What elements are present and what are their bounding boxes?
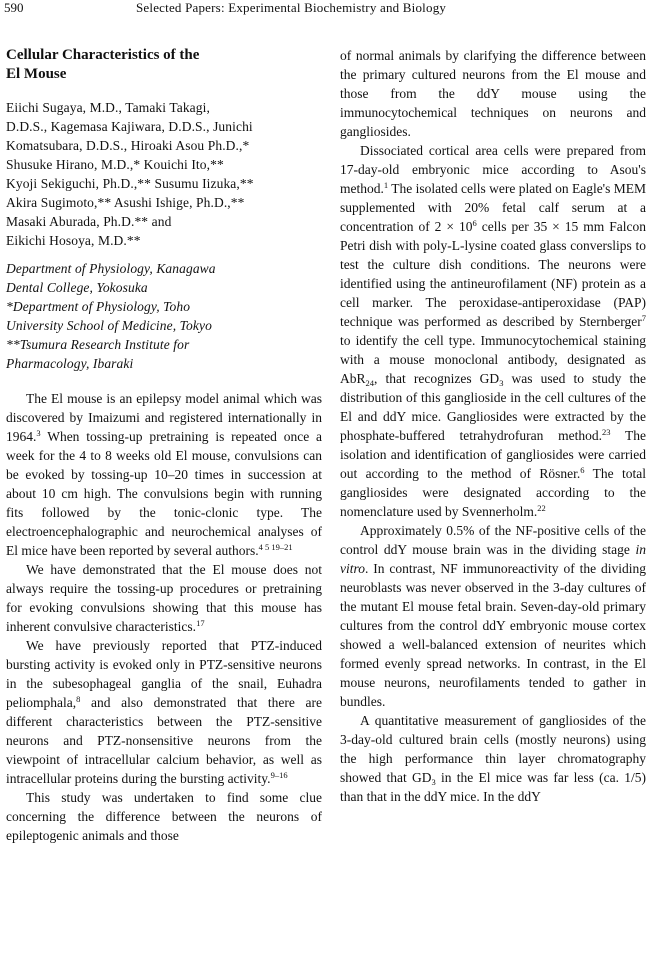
body-paragraph [340, 711, 646, 806]
text-run: was used to study the distribution of this ganglioside in the cell cultures of the El and ddY mice. Gangliosides were extracted by the phosphate-buffered tetrahydrofuran method. [340, 371, 646, 443]
page-number: 590 [4, 0, 24, 15]
text-run: A quantitative measurement of gangliosides of the 3-day-old cultured brain cells (mostly neurons) using the high performance thin layer chromatography showed that GD [340, 713, 646, 785]
affiliation-line: Department of Physiology, Kanagawa [6, 261, 216, 276]
citation-superscript: 9–16 [270, 770, 288, 780]
citation-superscript: 3 [36, 428, 41, 438]
text-run: Approximately 0.5% of the NF-positive cells of the control ddY mouse brain was in the dividing stage [340, 523, 646, 557]
text-run: to identify the cell type. Immunocytochemical staining with a mouse monoclonal antibody, designated as AbR [340, 333, 646, 386]
author-line: Akira Sugimoto,** Asushi Ishige, Ph.D.,** [6, 195, 245, 210]
left-body-text [6, 389, 322, 845]
citation-superscript: 23 [602, 427, 611, 437]
body-paragraph [340, 141, 646, 521]
right-column [340, 46, 646, 806]
citation-superscript: 6 [580, 465, 585, 475]
author-list [6, 98, 322, 250]
subscript: 24 [365, 378, 375, 388]
text-run: The isolated cells were plated on Eagle's MEM supplemented with 20% fetal calf serum at a concentration of 2 × 10 [340, 181, 646, 234]
affiliation-line: University School of Medicine, Tokyo [6, 318, 212, 333]
italic-text: in vitro [340, 542, 646, 576]
text-run: When tossing-up pretraining is repeated once a week for the 4 to 8 weeks old El mouse, convulsions can be evoked by tossing-up 10–20 times in succession at about 10 cm high. The convulsions begin with running fits followed by the tonic-clonic type. The electroencephalographic and neurochemical analyses of El mice have been reported by several authors. [6, 429, 322, 558]
body-paragraph [6, 636, 322, 788]
running-head [0, 0, 650, 18]
affiliation-line: Pharmacology, Ibaraki [6, 356, 134, 371]
body-paragraph [6, 389, 322, 560]
text-run: We have demonstrated that the El mouse does not always require the tossing-up procedures or pretraining for evoking convulsions showing that this mouse has inherent convulsive characteristics. [6, 562, 322, 634]
subscript: 3 [499, 378, 504, 388]
text-run: , that recognizes GD [374, 371, 500, 386]
article-title-line: El Mouse [6, 66, 67, 82]
text-run: and also demonstrated that there are different characteristics between the PTZ-sensitive neurons and PTZ-nonsensitive neurons from the viewpoint of intracellular calcium behavior, as well as intracellular proteins during the bursting activity. [6, 695, 322, 786]
author-line: Komatsubara, D.D.S., Hiroaki Asou Ph.D.,* [6, 138, 250, 153]
text-run: The El mouse is an epilepsy model animal which was discovered by Imaizumi and registered internationally in 1964. [6, 391, 322, 444]
affiliation-line: *Department of Physiology, Toho [6, 299, 191, 314]
affiliations [6, 259, 322, 373]
author-line: Kyoji Sekiguchi, Ph.D.,** Susumu Iizuka,** [6, 176, 254, 191]
body-paragraph [340, 521, 646, 711]
citation-superscript: 17 [196, 618, 205, 628]
left-column [6, 46, 322, 845]
author-line: D.D.S., Kagemasa Kajiwara, D.D.S., Junichi [6, 119, 253, 134]
subscript: 3 [431, 777, 436, 787]
text-run: We have previously reported that PTZ-induced bursting activity is evoked only in PTZ-sensitive neurons in the subesophageal ganglia of the snail, Euhadra peliomphala, [6, 638, 322, 710]
text-run: Dissociated cortical area cells were prepared from 17-day-old embryonic mice according to Asou's method. [340, 143, 646, 196]
body-paragraph [6, 788, 322, 845]
affiliation-line: Dental College, Yokosuka [6, 280, 148, 295]
citation-superscript: 4 5 19–21 [258, 542, 293, 552]
running-head-title: Selected Papers: Experimental Biochemistry and Biology [136, 0, 447, 15]
article-title [6, 46, 322, 84]
author-line: Shusuke Hirano, M.D.,* Kouichi Ito,** [6, 157, 224, 172]
text-run: The isolation and identification of gangliosides were carried out according to the method of Rösner. [340, 428, 646, 481]
citation-superscript: 6 [472, 218, 477, 228]
author-line: Eiichi Sugaya, M.D., Tamaki Takagi, [6, 100, 210, 115]
right-body-text [340, 46, 646, 806]
citation-superscript: 8 [76, 694, 81, 704]
author-line: Eikichi Hosoya, M.D.** [6, 233, 141, 248]
citation-superscript: 7 [641, 313, 646, 323]
citation-superscript: 1 [383, 180, 389, 190]
body-paragraph [6, 560, 322, 636]
text-run: . In contrast, NF immunoreactivity of the dividing neuroblasts was never observed in the 3-day cultures of the mutant El mouse fetal brain. Seven-day-old primary cultures from the control ddY embryonic mouse cortex showed a well-balanced extension of neurites which formed evenly spread networks. In contrast, in the El mouse neurons, neurofilaments tended to gather in bundles. [340, 561, 646, 709]
citation-superscript: 22 [537, 503, 546, 513]
text-run: in the El mice was far less (ca. 1/5) than that in the ddY mice. In the ddY [340, 770, 646, 804]
text-run: The total gangliosides were designated according to the nomenclature used by Svennerholm. [340, 466, 646, 519]
author-line: Masaki Aburada, Ph.D.** and [6, 214, 172, 229]
text-run: cells per 35 × 15 mm Falcon Petri dish with poly-L-lysine coated glass converslips to test the culture dish conditions. The neurons were identified using the antineurofilament (NF) protein as a cell marker. The peroxidase-antiperoxidase (PAP) technique was performed as described by Sternberger [340, 219, 646, 329]
article-title-line: Cellular Characteristics of the [6, 47, 200, 63]
text-run: This study was undertaken to find some clue concerning the difference between the neurons of epileptogenic animals and those [6, 790, 322, 843]
affiliation-line: **Tsumura Research Institute for [6, 337, 190, 352]
body-paragraph [340, 46, 646, 141]
text-run: of normal animals by clarifying the difference between the primary cultured neurons from the El mouse and those from the ddY mouse using the immunocytochemical techniques on neurons and gangliosides. [340, 48, 646, 139]
